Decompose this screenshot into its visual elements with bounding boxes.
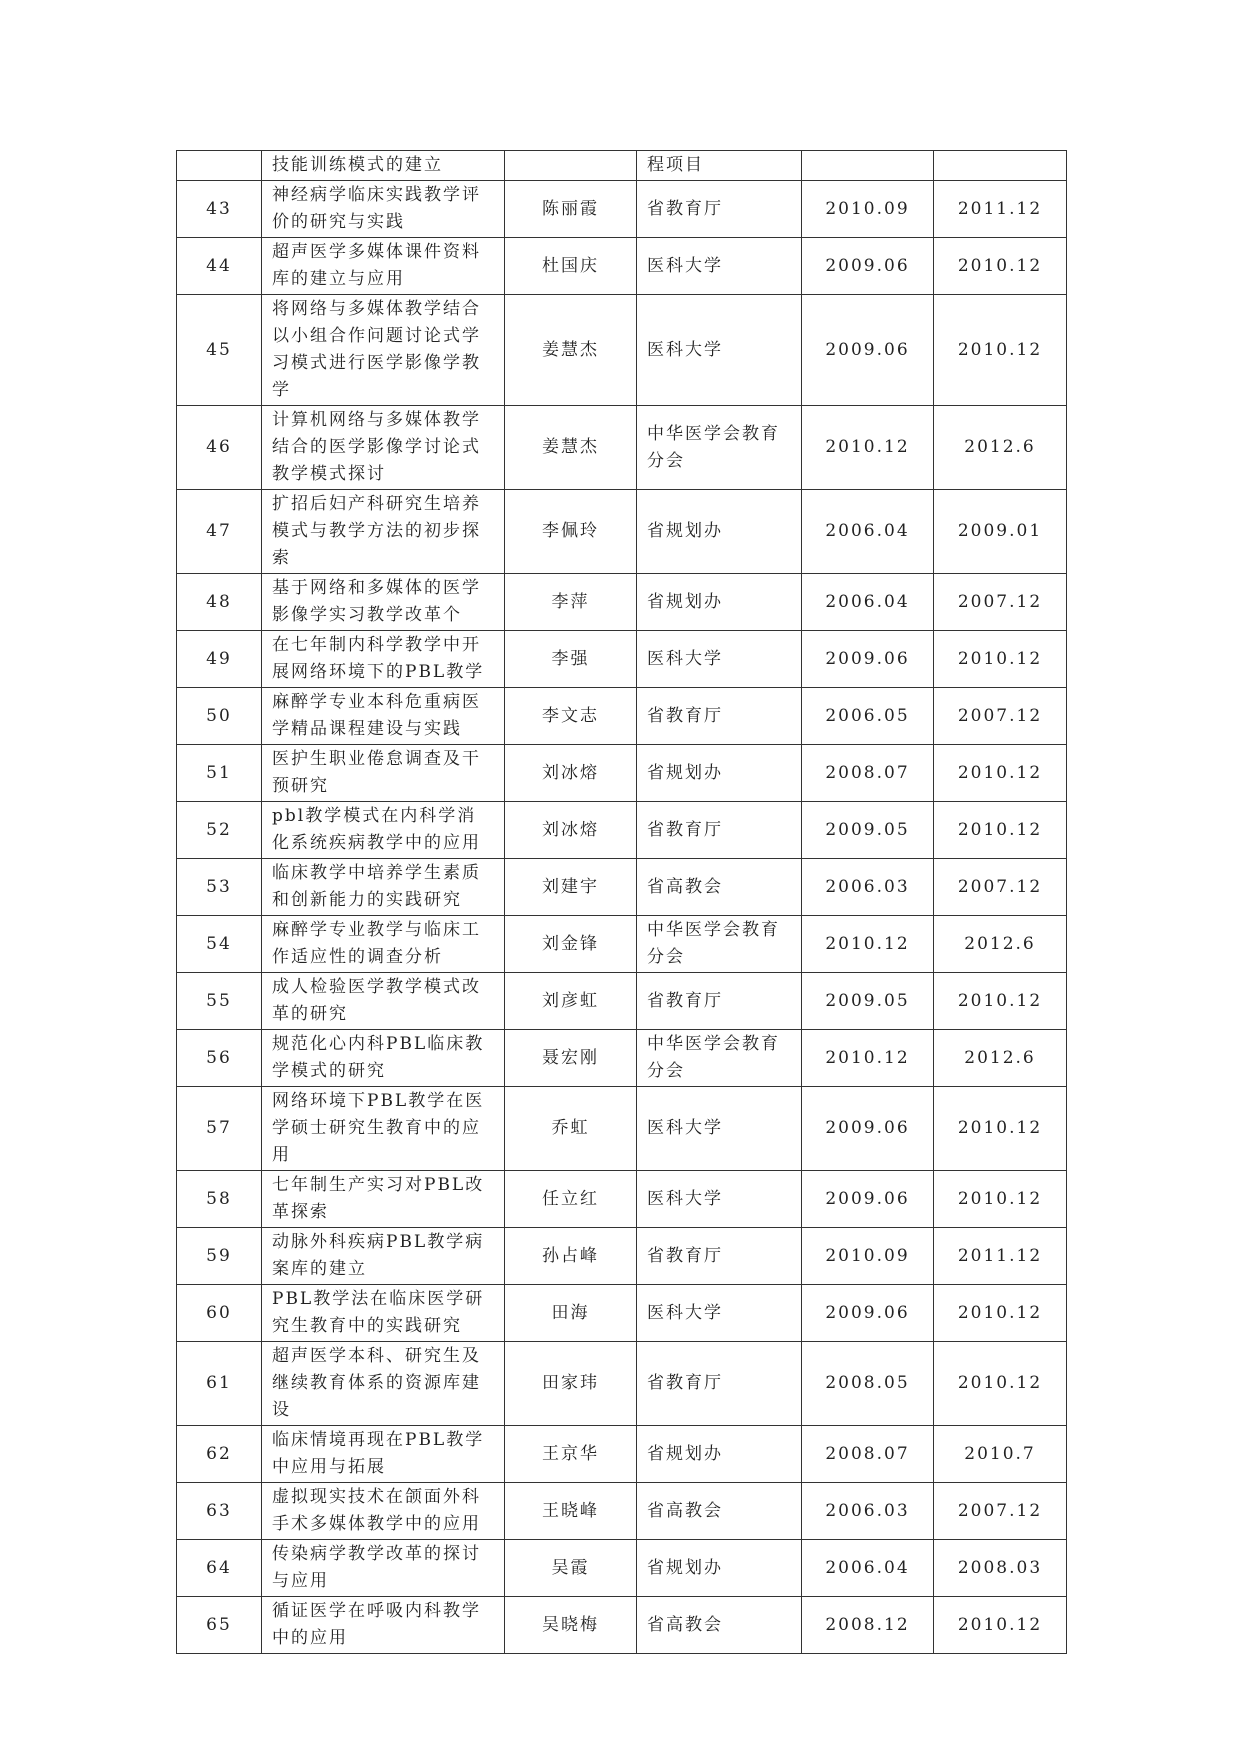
project-source: 医科大学: [637, 1285, 802, 1342]
end-date: 2010.12: [934, 802, 1067, 859]
start-date: 2009.06: [802, 1171, 934, 1228]
projects-table: [176, 150, 1067, 1654]
row-number: 58: [177, 1171, 262, 1228]
project-source: 省规划办: [637, 1426, 802, 1483]
project-source: 省规划办: [637, 574, 802, 631]
table-row: [177, 574, 1067, 631]
project-title: 七年制生产实习对PBL改革探索: [262, 1171, 505, 1228]
project-title: 超声医学多媒体课件资料库的建立与应用: [262, 238, 505, 295]
project-lead: 吴霞: [505, 1540, 637, 1597]
end-date: 2010.12: [934, 1342, 1067, 1426]
end-date: 2012.6: [934, 406, 1067, 490]
project-source: 省教育厅: [637, 1342, 802, 1426]
project-lead: 刘冰熔: [505, 745, 637, 802]
end-date: 2011.12: [934, 181, 1067, 238]
project-title: 网络环境下PBL教学在医学硕士研究生教育中的应用: [262, 1087, 505, 1171]
row-number: 55: [177, 973, 262, 1030]
project-title: 扩招后妇产科研究生培养模式与教学方法的初步探索: [262, 490, 505, 574]
end-date: 2010.12: [934, 295, 1067, 406]
row-number: 56: [177, 1030, 262, 1087]
table-row: [177, 745, 1067, 802]
project-lead: [505, 151, 637, 181]
end-date: 2010.12: [934, 238, 1067, 295]
project-source: 医科大学: [637, 238, 802, 295]
project-source: 省高教会: [637, 1483, 802, 1540]
start-date: 2010.12: [802, 1030, 934, 1087]
row-number: [177, 151, 262, 181]
start-date: 2009.06: [802, 238, 934, 295]
project-lead: 聂宏刚: [505, 1030, 637, 1087]
start-date: 2008.05: [802, 1342, 934, 1426]
project-source: 省高教会: [637, 859, 802, 916]
table-row: [177, 973, 1067, 1030]
project-source: 省教育厅: [637, 688, 802, 745]
row-number: 48: [177, 574, 262, 631]
project-lead: 任立红: [505, 1171, 637, 1228]
row-number: 47: [177, 490, 262, 574]
table-row: [177, 688, 1067, 745]
project-lead: 刘建宇: [505, 859, 637, 916]
project-source: 医科大学: [637, 631, 802, 688]
project-source: 省规划办: [637, 490, 802, 574]
table-row: [177, 1483, 1067, 1540]
project-title: 麻醉学专业本科危重病医学精品课程建设与实践: [262, 688, 505, 745]
table-row: [177, 1342, 1067, 1426]
project-lead: 杜国庆: [505, 238, 637, 295]
project-source: 医科大学: [637, 1171, 802, 1228]
row-number: 65: [177, 1597, 262, 1654]
project-lead: 姜慧杰: [505, 295, 637, 406]
project-lead: 李强: [505, 631, 637, 688]
start-date: 2010.09: [802, 181, 934, 238]
start-date: 2006.03: [802, 859, 934, 916]
start-date: 2008.12: [802, 1597, 934, 1654]
table-row: [177, 1285, 1067, 1342]
end-date: 2010.12: [934, 973, 1067, 1030]
end-date: 2010.12: [934, 1597, 1067, 1654]
table-row: [177, 1540, 1067, 1597]
row-number: 44: [177, 238, 262, 295]
project-source: 医科大学: [637, 1087, 802, 1171]
end-date: 2010.12: [934, 745, 1067, 802]
row-number: 64: [177, 1540, 262, 1597]
project-lead: 王京华: [505, 1426, 637, 1483]
start-date: [802, 151, 934, 181]
project-title: 超声医学本科、研究生及继续教育体系的资源库建设: [262, 1342, 505, 1426]
end-date: 2010.12: [934, 631, 1067, 688]
table-row: [177, 1087, 1067, 1171]
project-title: 神经病学临床实践教学评价的研究与实践: [262, 181, 505, 238]
project-lead: 刘金锋: [505, 916, 637, 973]
project-title: 临床教学中培养学生素质和创新能力的实践研究: [262, 859, 505, 916]
end-date: 2007.12: [934, 574, 1067, 631]
row-number: 49: [177, 631, 262, 688]
project-title: 计算机网络与多媒体教学结合的医学影像学讨论式教学模式探讨: [262, 406, 505, 490]
row-number: 54: [177, 916, 262, 973]
project-source: 中华医学会教育分会: [637, 406, 802, 490]
table-row: [177, 406, 1067, 490]
project-title: pbl教学模式在内科学消化系统疾病教学中的应用: [262, 802, 505, 859]
project-source: 省教育厅: [637, 802, 802, 859]
row-number: 59: [177, 1228, 262, 1285]
project-source: 省教育厅: [637, 181, 802, 238]
row-number: 63: [177, 1483, 262, 1540]
start-date: 2010.09: [802, 1228, 934, 1285]
project-source: 省高教会: [637, 1597, 802, 1654]
start-date: 2009.05: [802, 973, 934, 1030]
project-source: 省规划办: [637, 1540, 802, 1597]
start-date: 2006.04: [802, 574, 934, 631]
row-number: 57: [177, 1087, 262, 1171]
table-row: [177, 490, 1067, 574]
end-date: 2010.7: [934, 1426, 1067, 1483]
row-number: 60: [177, 1285, 262, 1342]
start-date: 2008.07: [802, 745, 934, 802]
project-lead: 王晓峰: [505, 1483, 637, 1540]
end-date: 2009.01: [934, 490, 1067, 574]
project-title: 成人检验医学教学模式改革的研究: [262, 973, 505, 1030]
table-row: [177, 238, 1067, 295]
table-row: [177, 631, 1067, 688]
start-date: 2009.05: [802, 802, 934, 859]
project-lead: 田海: [505, 1285, 637, 1342]
row-number: 43: [177, 181, 262, 238]
row-number: 45: [177, 295, 262, 406]
table-row: [177, 1228, 1067, 1285]
end-date: 2008.03: [934, 1540, 1067, 1597]
start-date: 2006.04: [802, 1540, 934, 1597]
row-number: 46: [177, 406, 262, 490]
project-title: 将网络与多媒体教学结合以小组合作问题讨论式学习模式进行医学影像学教学: [262, 295, 505, 406]
start-date: 2008.07: [802, 1426, 934, 1483]
project-title: 虚拟现实技术在颌面外科手术多媒体教学中的应用: [262, 1483, 505, 1540]
project-title: 循证医学在呼吸内科教学中的应用: [262, 1597, 505, 1654]
project-source: 程项目: [637, 151, 802, 181]
start-date: 2009.06: [802, 1087, 934, 1171]
end-date: 2011.12: [934, 1228, 1067, 1285]
project-lead: 李佩玲: [505, 490, 637, 574]
table-row: [177, 151, 1067, 181]
project-lead: 乔虹: [505, 1087, 637, 1171]
table-row: [177, 295, 1067, 406]
project-source: 省教育厅: [637, 1228, 802, 1285]
project-title: PBL教学法在临床医学研究生教育中的实践研究: [262, 1285, 505, 1342]
project-source: 中华医学会教育分会: [637, 916, 802, 973]
project-lead: 李萍: [505, 574, 637, 631]
row-number: 62: [177, 1426, 262, 1483]
table-row: [177, 1171, 1067, 1228]
row-number: 50: [177, 688, 262, 745]
project-title: 在七年制内科学教学中开展网络环境下的PBL教学: [262, 631, 505, 688]
project-lead: 刘彦虹: [505, 973, 637, 1030]
project-title: 麻醉学专业教学与临床工作适应性的调查分析: [262, 916, 505, 973]
projects-table-body: [177, 151, 1067, 1654]
row-number: 52: [177, 802, 262, 859]
project-title: 基于网络和多媒体的医学影像学实习教学改革个: [262, 574, 505, 631]
project-title: 规范化心内科PBL临床教学模式的研究: [262, 1030, 505, 1087]
project-lead: 李文志: [505, 688, 637, 745]
start-date: 2009.06: [802, 295, 934, 406]
end-date: [934, 151, 1067, 181]
project-source: 省规划办: [637, 745, 802, 802]
end-date: 2012.6: [934, 916, 1067, 973]
end-date: 2010.12: [934, 1171, 1067, 1228]
project-source: 省教育厅: [637, 973, 802, 1030]
start-date: 2010.12: [802, 406, 934, 490]
table-row: [177, 1030, 1067, 1087]
start-date: 2006.04: [802, 490, 934, 574]
end-date: 2007.12: [934, 688, 1067, 745]
end-date: 2007.12: [934, 1483, 1067, 1540]
start-date: 2006.05: [802, 688, 934, 745]
project-title: 动脉外科疾病PBL教学病案库的建立: [262, 1228, 505, 1285]
table-row: [177, 859, 1067, 916]
project-title: 临床情境再现在PBL教学中应用与拓展: [262, 1426, 505, 1483]
project-title: 技能训练模式的建立: [262, 151, 505, 181]
project-lead: 孙占峰: [505, 1228, 637, 1285]
project-lead: 吴晓梅: [505, 1597, 637, 1654]
project-source: 医科大学: [637, 295, 802, 406]
table-row: [177, 181, 1067, 238]
end-date: 2010.12: [934, 1285, 1067, 1342]
row-number: 53: [177, 859, 262, 916]
table-row: [177, 916, 1067, 973]
row-number: 51: [177, 745, 262, 802]
project-lead: 田家玮: [505, 1342, 637, 1426]
table-row: [177, 802, 1067, 859]
project-lead: 刘冰熔: [505, 802, 637, 859]
end-date: 2012.6: [934, 1030, 1067, 1087]
project-title: 医护生职业倦怠调查及干预研究: [262, 745, 505, 802]
project-lead: 陈丽霞: [505, 181, 637, 238]
project-lead: 姜慧杰: [505, 406, 637, 490]
start-date: 2009.06: [802, 631, 934, 688]
start-date: 2010.12: [802, 916, 934, 973]
row-number: 61: [177, 1342, 262, 1426]
table-row: [177, 1597, 1067, 1654]
end-date: 2007.12: [934, 859, 1067, 916]
start-date: 2006.03: [802, 1483, 934, 1540]
table-row: [177, 1426, 1067, 1483]
start-date: 2009.06: [802, 1285, 934, 1342]
project-source: 中华医学会教育分会: [637, 1030, 802, 1087]
end-date: 2010.12: [934, 1087, 1067, 1171]
project-title: 传染病学教学改革的探讨与应用: [262, 1540, 505, 1597]
